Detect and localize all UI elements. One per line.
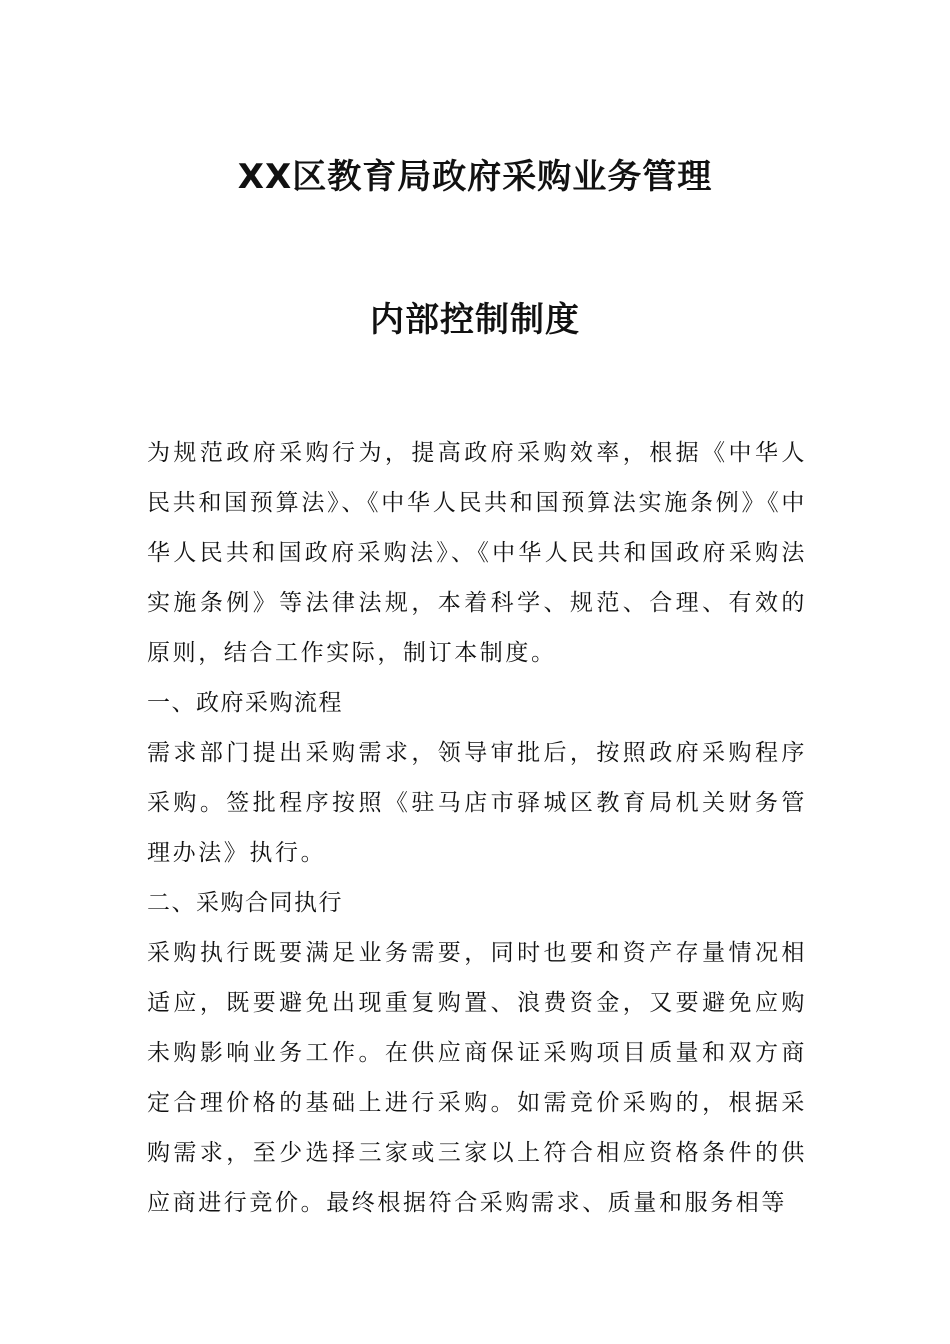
intro-paragraph: 为规范政府采购行为，提高政府采购效率，根据《中华人民共和国预算法》、《中华人民共和国预算法实施条例》《中华人民共和国政府采购法》、《中华人民共和国政府采购法实施条例》等法律法规，本着科学、规范、合理、有效的原则，结合工作实际，制订本制度。 [147, 440, 807, 666]
section-heading-contract: 二、采购合同执行 [147, 890, 343, 916]
document-title-line-2: 内部控制制度 [370, 300, 580, 340]
document-body [147, 428, 807, 1228]
section-heading-process: 一、政府采购流程 [147, 690, 343, 716]
document-title-line-1: XX区教育局政府采购业务管理 [237, 157, 713, 197]
section-paragraph-contract: 采购执行既要满足业务需要，同时也要和资产存量情况相适应，既要避免出现重复购置、浪费资金，又要避免应购未购影响业务工作。在供应商保证采购项目质量和双方商定合理价格的基础上进行采购。如需竞价采购的，根据采购需求，至少选择三家或三家以上符合相应资格条件的供应商进行竞价。最终根据符合采购需求、质量和服务相等 [147, 940, 807, 1216]
section-paragraph-process: 需求部门提出采购需求，领导审批后，按照政府采购程序采购。签批程序按照《驻马店市驿城区教育局机关财务管理办法》执行。 [147, 740, 807, 866]
